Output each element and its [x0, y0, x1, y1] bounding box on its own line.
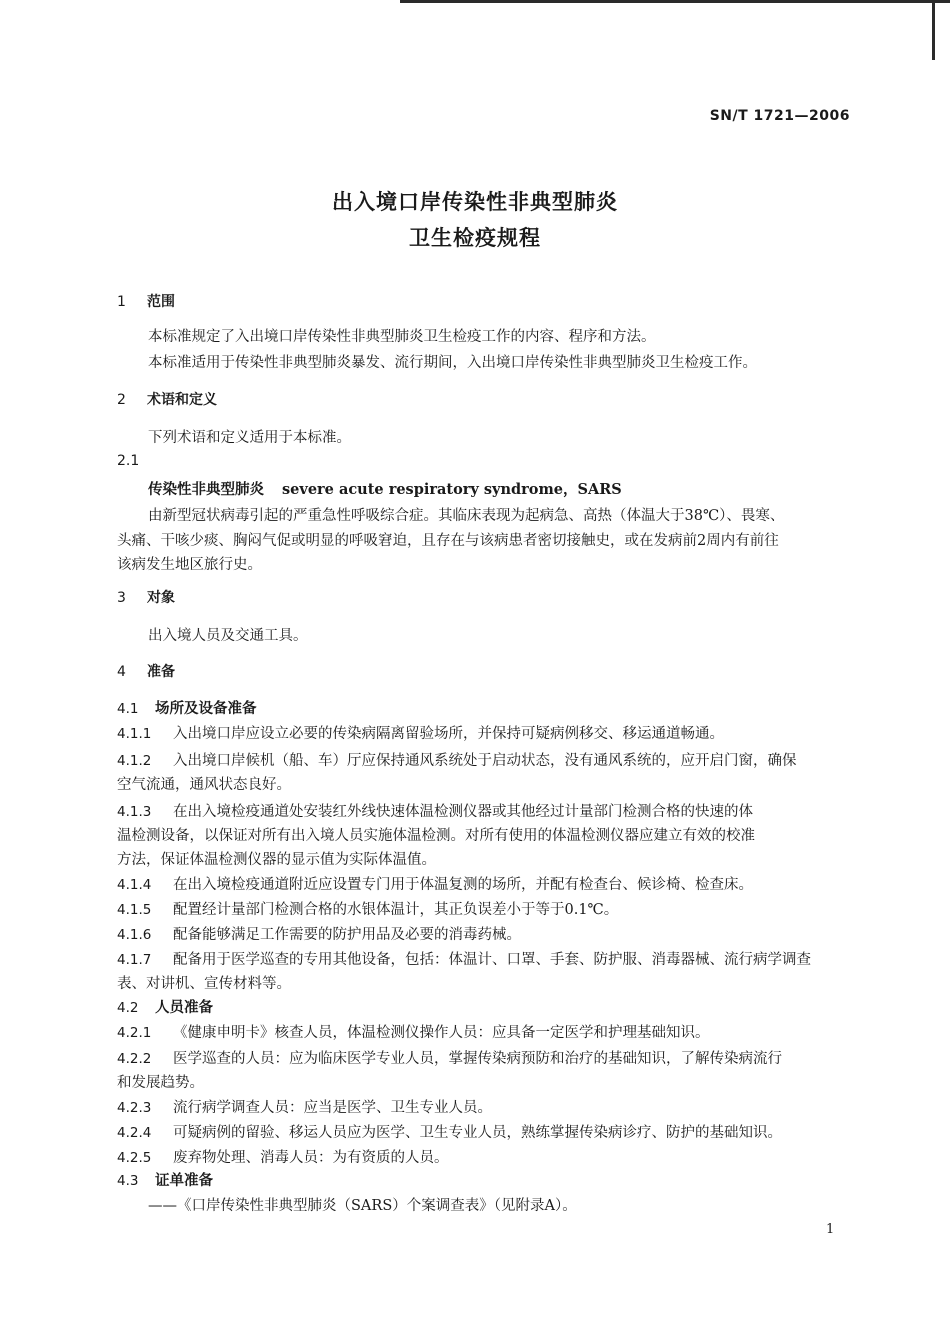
clause-4-1-3 — [117, 802, 857, 822]
clause-4-1-1 — [117, 724, 857, 744]
document-title-line2: 卫生检疫规程 — [409, 226, 541, 250]
clause-number: 4.1.3 — [117, 804, 152, 820]
clause-text: 废弃物处理、消毒人员：为有资质的人员。 — [173, 1150, 449, 1166]
section-number: 3 — [117, 590, 126, 606]
section-number: 2 — [117, 392, 126, 408]
section-title: 术语和定义 — [147, 392, 217, 408]
clause-4-1-7 — [117, 950, 857, 970]
paragraph: 本标准适用于传染性非典型肺炎暴发、流行期间，入出境口岸传染性非典型肺炎卫生检疫工作。 — [148, 355, 757, 371]
clause-number: 4.2.4 — [117, 1125, 152, 1141]
clause-number: 4.1.7 — [117, 952, 152, 968]
top-border-rule — [400, 0, 950, 3]
page-number: 1 — [826, 1222, 835, 1237]
clause-4-2-1 — [117, 1023, 857, 1043]
right-border-rule — [932, 0, 935, 60]
clause-number: 4.1.1 — [117, 726, 152, 742]
clause-4-2-heading — [117, 998, 857, 1018]
section-1-heading — [117, 292, 857, 312]
clause-text: 入出境口岸候机（船、车）厅应保持通风系统处于启动状态，没有通风系统的，应开启门窗，确保 — [173, 753, 797, 769]
clause-text: 入出境口岸应设立必要的传染病隔离留验场所，并保持可疑病例移交、移运通道畅通。 — [173, 726, 724, 742]
clause-text: 配置经计量部门检测合格的水银体温计，其正负误差小于等于0.1℃。 — [173, 902, 619, 918]
standard-code: SN/T 1721—2006 — [709, 108, 850, 124]
clause-text: 配备能够满足工作需要的防护用品及必要的消毒药械。 — [173, 927, 521, 943]
clause-title: 场所及设备准备 — [155, 701, 257, 717]
clause-continuation: 和发展趋势。 — [117, 1075, 204, 1091]
clause-4-2-2 — [117, 1049, 857, 1069]
paragraph: 本标准规定了入出境口岸传染性非典型肺炎卫生检疫工作的内容、程序和方法。 — [148, 329, 656, 345]
clause-number: 4.2.5 — [117, 1150, 152, 1166]
clause-text: 在出入境检疫通道附近应设置专门用于体温复测的场所，并配有检查台、候诊椅、检查床。 — [173, 877, 753, 893]
clause-text: 流行病学调查人员：应当是医学、卫生专业人员。 — [173, 1100, 492, 1116]
clause-number: 4.1.4 — [117, 877, 152, 893]
clause-number: 4.2 — [117, 1000, 139, 1016]
list-item: ——《口岸传染性非典型肺炎（SARS）个案调查表》（见附录A）。 — [148, 1198, 577, 1214]
term-chinese: 传染性非典型肺炎 — [148, 482, 264, 498]
section-title: 对象 — [147, 590, 175, 606]
clause-text: 《健康申明卡》核查人员，体温检测仪操作人员：应具备一定医学和护理基础知识。 — [173, 1025, 710, 1041]
clause-4-2-4 — [117, 1123, 857, 1143]
clause-continuation: 温检测设备，以保证对所有出入境人员实施体温检测。对所有使用的体温检测仪器应建立有效的校准 — [117, 828, 755, 844]
paragraph: 出入境人员及交通工具。 — [148, 628, 308, 644]
section-number: 1 — [117, 294, 126, 310]
clause-number: 4.2.3 — [117, 1100, 152, 1116]
clause-continuation: 空气流通，通风状态良好。 — [117, 777, 291, 793]
term-english: severe acute respiratory syndrome，SARS — [282, 481, 622, 498]
section-4-heading — [117, 662, 857, 682]
section-number: 4 — [117, 664, 126, 680]
paragraph: 下列术语和定义适用于本标准。 — [148, 430, 351, 446]
term-entry — [148, 480, 848, 500]
clause-number: 4.1.5 — [117, 902, 152, 918]
clause-number: 4.1.6 — [117, 927, 152, 943]
section-title: 准备 — [147, 664, 175, 680]
clause-number: 4.1.2 — [117, 753, 152, 769]
clause-number: 4.3 — [117, 1173, 139, 1189]
clause-4-1-2 — [117, 751, 857, 771]
clause-text: 在出入境检疫通道处安装红外线快速体温检测仪器或其他经过计量部门检测合格的快速的体 — [173, 804, 753, 820]
clause-title: 人员准备 — [155, 1000, 213, 1016]
section-3-heading — [117, 588, 857, 608]
clause-4-1-6 — [117, 925, 857, 945]
clause-text: 可疑病例的留验、移运人员应为医学、卫生专业人员，熟练掌握传染病诊疗、防护的基础知识。 — [173, 1125, 782, 1141]
clause-title: 证单准备 — [155, 1173, 213, 1189]
clause-4-3-heading — [117, 1171, 857, 1191]
clause-2-1-number: 2.1 — [117, 453, 140, 469]
clause-continuation: 方法，保证体温检测仪器的显示值为实际体温值。 — [117, 852, 436, 868]
clause-4-1-heading — [117, 699, 857, 719]
document-title-line1: 出入境口岸传染性非典型肺炎 — [332, 190, 618, 214]
clause-4-1-4 — [117, 875, 857, 895]
definition-line: 由新型冠状病毒引起的严重急性呼吸综合症。其临床表现为起病急、高热（体温大于38℃）、畏寒、 — [148, 508, 785, 524]
definition-line: 头痛、干咳少痰、胸闷气促或明显的呼吸窘迫，且存在与该病患者密切接触史，或在发病前2周内有前往 — [117, 533, 779, 549]
clause-continuation: 表、对讲机、宣传材料等。 — [117, 976, 291, 992]
section-2-heading — [117, 390, 857, 410]
clause-number: 4.2.1 — [117, 1025, 152, 1041]
clause-4-2-3 — [117, 1098, 857, 1118]
clause-4-2-5 — [117, 1148, 857, 1168]
clause-text: 配备用于医学巡查的专用其他设备，包括：体温计、口罩、手套、防护服、消毒器械、流行病学调查 — [173, 952, 811, 968]
clause-number: 4.1 — [117, 701, 139, 717]
clause-number: 4.2.2 — [117, 1051, 152, 1067]
clause-text: 医学巡查的人员：应为临床医学专业人员，掌握传染病预防和治疗的基础知识，了解传染病流行 — [173, 1051, 782, 1067]
clause-4-1-5 — [117, 900, 857, 920]
section-title: 范围 — [147, 294, 175, 310]
definition-line: 该病发生地区旅行史。 — [117, 557, 262, 573]
